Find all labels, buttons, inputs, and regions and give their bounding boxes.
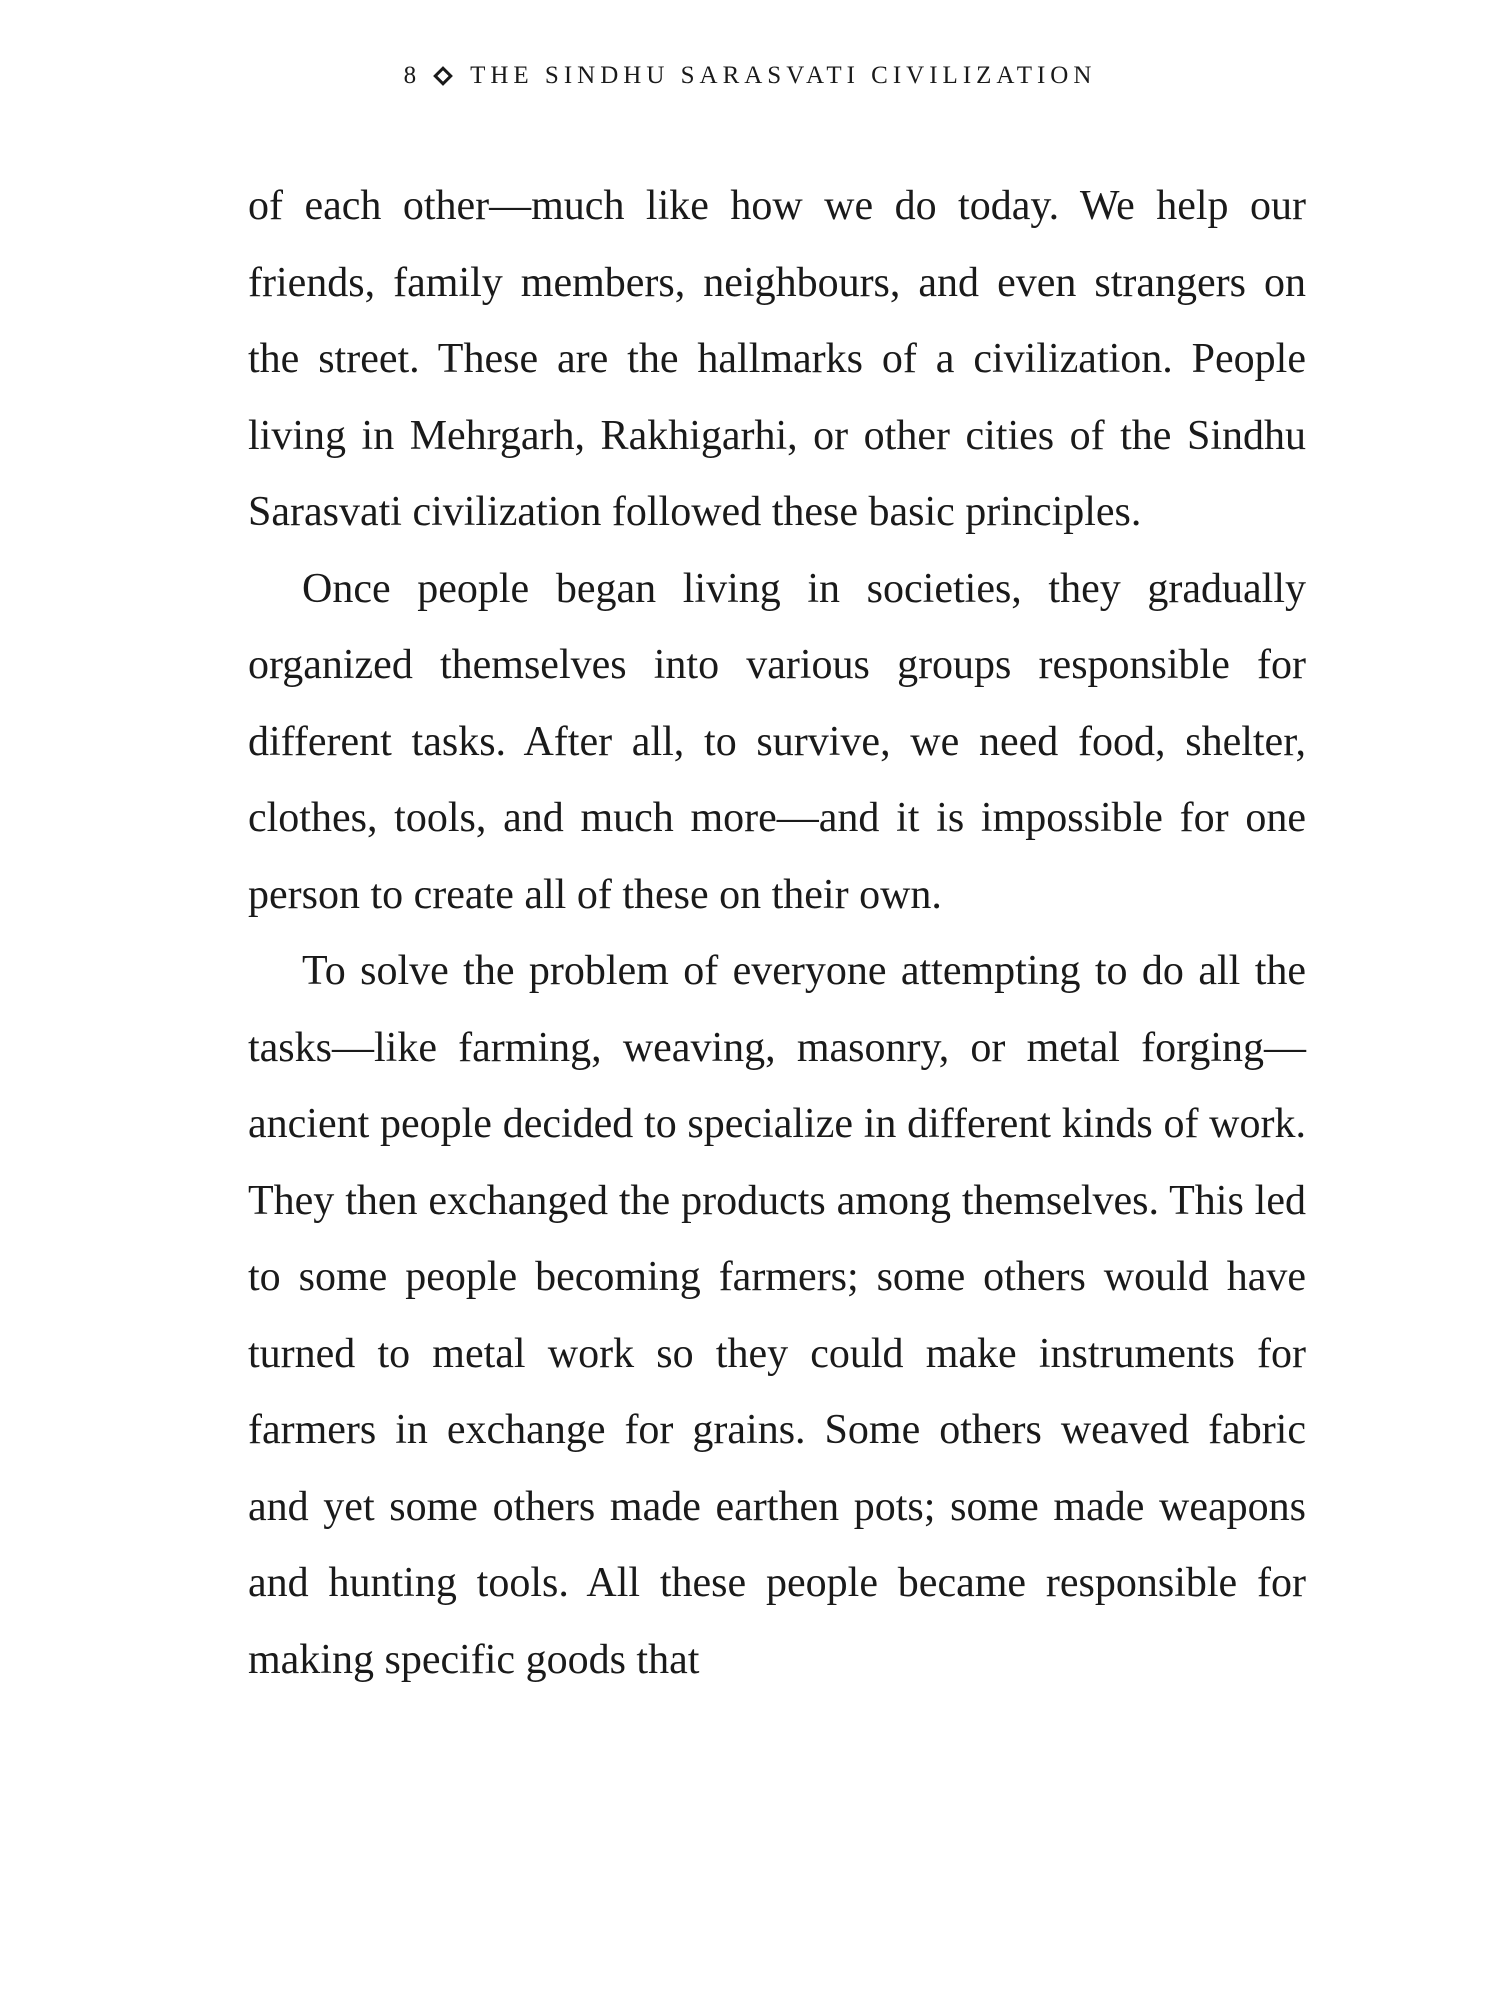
book-title: THE SINDHU SARASVATI CIVILIZATION xyxy=(470,62,1097,89)
diamond-icon xyxy=(433,66,453,86)
paragraph: To solve the problem of everyone attempting to do all the tasks—like farming, weaving, masonry, or metal forging—ancient people decided to specialize in different kinds of work. They then exchanged the products among themselves. This led to some people becoming farmers; some others would have turned to metal work so they could make instruments for farmers in exchange for grains. Some others weaved fabric and yet some others made earthen pots; some made weapons and hunting tools. All these people became responsible for making specific goods that xyxy=(248,948,1306,1683)
paragraph-continued: of each other—much like how we do today. We help our friends, family members, neighbours, and even strangers on the street. These are the hallmarks of a civilization. People living in Mehrgarh, Rakhigarhi, or other cities of the Sindhu Sarasvati civilization followed these basic principles. xyxy=(248,183,1306,535)
page-number: 8 xyxy=(403,62,417,89)
paragraph: Once people began living in societies, they gradually organized themselves into various groups responsible for different tasks. After all, to survive, we need food, shelter, clothes, tools, and much more—and it is impossible for one person to create all of these on their own. xyxy=(248,565,1306,918)
running-header xyxy=(0,58,1500,94)
body-text xyxy=(248,168,1306,1698)
